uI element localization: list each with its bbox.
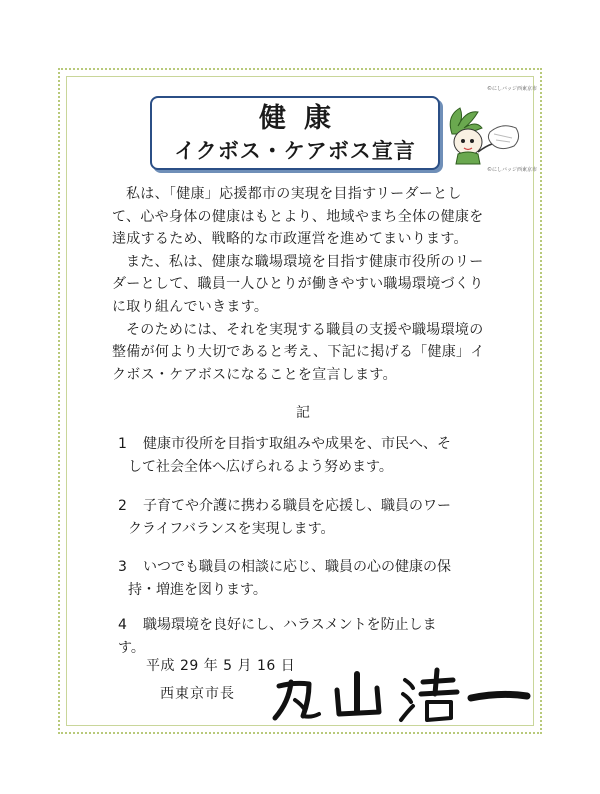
declaration-date: 平成 29 年 5 月 16 日 — [146, 658, 296, 674]
paragraph-3: そのためには、それを実現する職員の支援や職場環境の整備が何より大切であると考え、下記に掲げる「健康」イクボス・ケアボスになることを宣言します。 — [112, 321, 485, 383]
paragraph-1: 私は、「健康」応援都市の実現を目指すリーダーとして、心や身体の健康はもとより、地域やまち全体の健康を達成するため、戦略的な市政運営を進めてまいります。 — [112, 186, 484, 248]
item-text-line-2: す。 — [118, 640, 145, 656]
paragraph-2: また、私は、健康な職場環境を目指す健康市役所のリーダーとして、職員一人ひとりが働きやすい職場環境づくりに取り組んでいきます。 — [112, 253, 484, 315]
item-text-line-1: 子育てや介護に携わる職員を応援し、職員のワー — [143, 498, 451, 514]
mayor-title: 西東京市長 — [160, 686, 235, 702]
item-text-line-1: 職場環境を良好にし、ハラスメントを防止しま — [143, 617, 437, 633]
list-item — [118, 614, 498, 660]
item-number: 4 — [118, 617, 127, 633]
title-box — [150, 96, 440, 170]
item-number: 3 — [118, 559, 127, 575]
item-text-line-2: 持・増進を図ります。 — [128, 582, 267, 598]
item-text-line-1: 健康市役所を目指す取組みや成果を、市民へ、そ — [143, 436, 451, 452]
item-text-line-1: いつでも職員の相談に応じ、職員の心の健康の保 — [143, 559, 451, 575]
mascot-credit-bottom: ©にしバッジ西東京市 — [487, 167, 538, 173]
item-number: 1 — [118, 436, 127, 452]
mascot-illustration — [442, 104, 524, 166]
item-text-line-2: クライフバランスを実現します。 — [128, 521, 335, 537]
declaration-body — [112, 183, 487, 386]
item-number: 2 — [118, 498, 127, 514]
list-item — [118, 556, 498, 602]
title-line-2: イクボス・ケアボス宣言 — [174, 139, 416, 163]
ki-heading: 記 — [296, 405, 310, 421]
mascot-credit-top: ©にしバッジ西東京市 — [487, 86, 538, 92]
list-item — [118, 495, 498, 541]
handwritten-signature — [265, 660, 535, 730]
list-item — [118, 433, 498, 479]
item-text-line-2: して社会全体へ広げられるよう努めます。 — [128, 459, 393, 475]
title-line-1: 健康 — [259, 103, 349, 134]
